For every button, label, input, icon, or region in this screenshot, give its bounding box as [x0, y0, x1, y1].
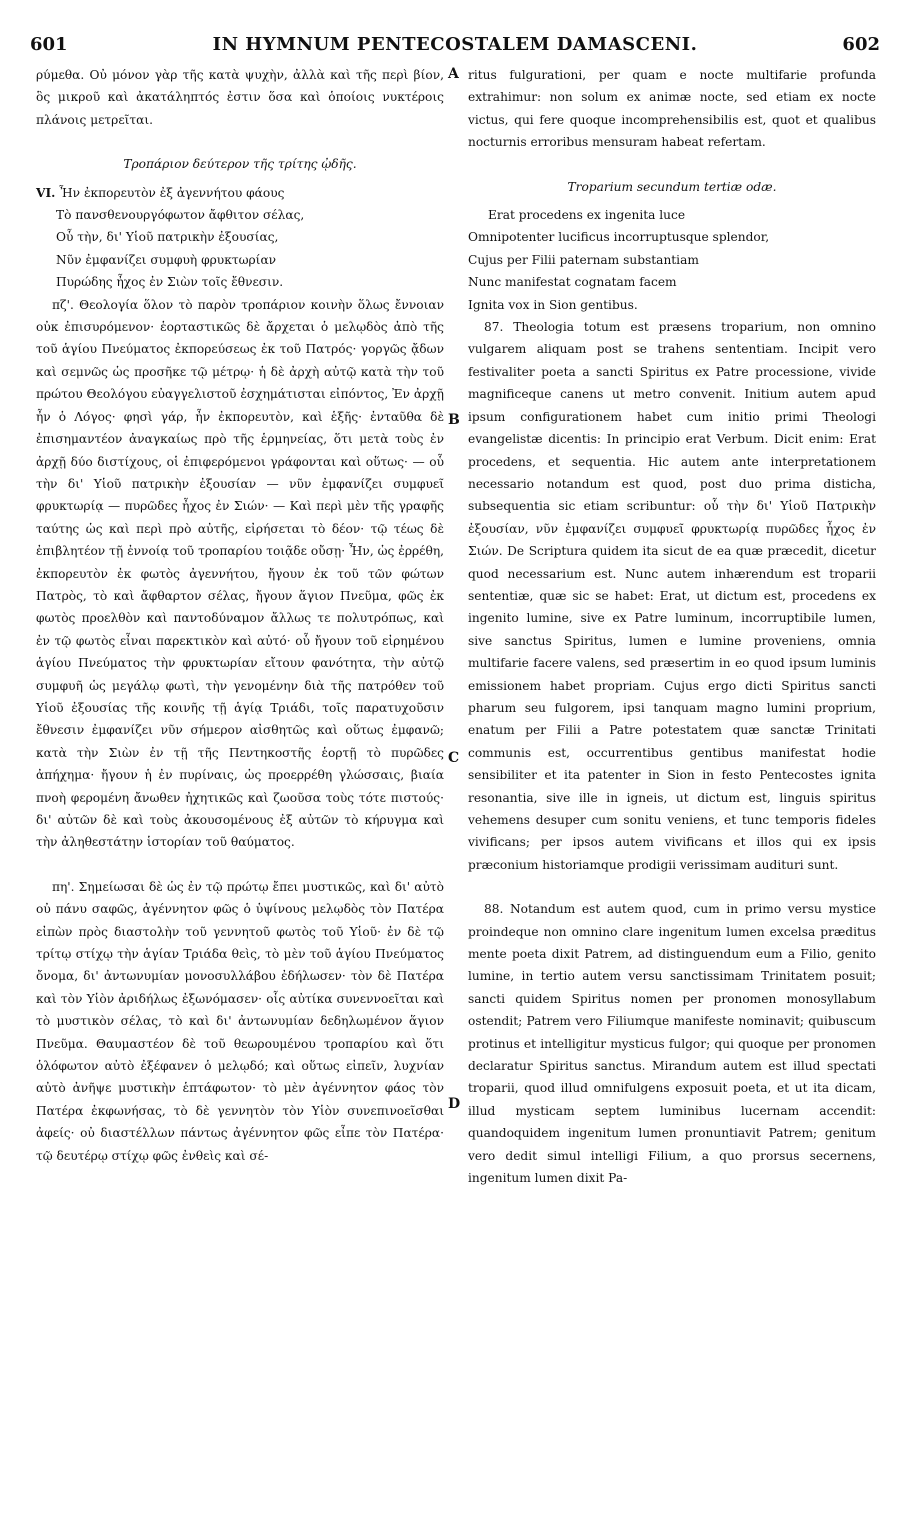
latin-verse-3: Cujus per Filii paternam substantiam — [468, 252, 699, 267]
paragraph-gap — [36, 854, 444, 876]
margin-marker-b: B — [448, 412, 460, 428]
greek-verse-3: Οὗ τὴν, δι' Υἱοῦ πατρικὴν ἐξουσίας, — [56, 230, 279, 245]
greek-intro: ρύμεθα. Οὐ μόνον γὰρ τῆς κατὰ ψυχὴν, ἀλλὰ καὶ τῆς περὶ βίον, ὃς μικροῦ καὶ ἀκατάληπτός ἐστιν ὅσα καὶ ὁποίοις νυκτέροις πλάνοις μετρεῖται. — [36, 68, 444, 127]
greek-verse-2: Τὸ πανσθενουργόφωτον ἄφθιτον σέλας, — [56, 208, 305, 223]
latin-intro: ritus fulgurationi, per quam e nocte multifarie profunda extrahimur: non solum ex animæ nocte, sed etiam ex nocte victus, qui fere quoque incomprehensibilis est, quot et qualibus nocturnis erroribus mensuram habeat refertam. — [468, 68, 876, 150]
latin-verse-5: Ignita vox in Sion gentibus. — [468, 297, 638, 312]
margin-marker-d: D — [448, 1096, 461, 1112]
latin-paragraph-87: 87. Theologia totum est præsens troparium, non omnino vulgarem aliquam post se trahens sententiam. Incipit vero festivaliter poeta a sancti Spiritus ex Patre processione, vivide magnificeque canens ut metro convenit. Initium autem apud ipsum configurationem habet cum initio primi Theologi evangelistæ dicentis: In principio erat Verbum. Dicit enim: Erat procedens, et sequentia. Hic autem ante interpretationem necessario notandum est quod, post duo prima disticha, subsequentia sic etiam scribuntur: οὗ τὴν δι' Υἱοῦ Πατρικὴν ἐξουσίαν, νῦν ἐμφανίζει συμφυεῖ φρυκτωρίᾳ πυρῶδες ἦχος ἐν Σιών. De Scriptura quidem ita sicut de ea quæ præcedit, dicetur quod necessarium est. Nunc autem inhærendum est troparii sententiæ, quæ sic se habet: Erat, ut dictum est, procedens ex ingenito lumine, sive ex Patre luminum, incorruptibile lumen, sive sanctus Spiritus, lumen e lumine proveniens, omnia multifarie facere valens, sed præsertim in eo quod ipsum luminis emissionem habet propriam. Cujus ergo dicti Spiritus sancti pharum seu fulgorem, ipsi tanquam magno lumini proprium, enatum per Filii a Patre potestatem quæ sanctæ Trinitati communis est, occurrentibus gentibus manifestat hodie sensibiliter et ita patenter in Sion in festo Pentecostes ignita resonantia, sive ille in igneis, ut dictum est, linguis spiritus vehemens desuper cum sonitu veniens, et tunc temporis fideles vivificans; per ipsos autem vivificans et illos qui ex ipsis præconium historiamque prodigii verissimam audituri sunt. — [468, 320, 876, 872]
greek-verse-4: Νῦν ἐμφανίζει συμφυὴ φρυκτωρίαν — [56, 252, 277, 267]
latin-verse-4: Nunc manifestat cognatam facem — [468, 275, 677, 290]
greek-paragraph-88: πη'. Σημείωσαι δὲ ὡς ἐν τῷ πρώτῳ ἔπει μυστικῶς, καὶ δι' αὐτὸ οὐ πάνυ σαφῶς, ἀγέννητον φῶς ὁ ὑψίνους μελῳδὸς τὸν Πατέρα εἰπὼν πρὸς διαστολὴν τοῦ γεννητοῦ φωτὸς τοῦ Υἱοῦ· ἐν δὲ τῷ τρίτῳ στίχῳ τὴν ἁγίαν Τριάδα θεὶς, τὸ μὲν τοῦ ἁγίου Πνεύματος ὄνομα, δι' ἀντωνυμίαν μονοσυλλάβου ἐδήλωσεν· τὸν δὲ Πατέρα καὶ τὸν Υἱὸν ἀριδήλως ἐξωνόμασεν· οἷς αὐτίκα συνεννοεῖται καὶ τὸ μυστικὸν σέλας, τὸ καὶ δι' ἀντωνυμίαν δεδηλωμένον ἅγιον Πνεῦμα. Θαυμαστέον δὲ τοῦ θεωρουμένου τροπαρίου καὶ ὅτι ὁλόφωτον αὐτὸ ἐξέφανεν ὁ μελῳδό; καὶ οὕτως εἰπεῖν, λυχνίαν αὐτὸ ἀνῆψε μυστικὴν ἑπτάφωτον· τὸ μὲν ἀγέννητον φάος τὸν Πατέρα ἐκφωνήσας, τὸ δὲ γεννητὸν τὸν Υἱὸν συνεπινοεῖσθαι ἀφείς· οὐ διαστέλλων πάντως ἀγέννητον φῶς εἶπε τὸν Πατέρα· τῷ δευτέρῳ στίχῳ φῶς ἐνθεὶς καὶ σέ- — [36, 879, 444, 1163]
page-number-left: 601 — [30, 34, 68, 55]
latin-troparium-heading: Troparium secundum tertiæ odæ. — [567, 179, 777, 194]
greek-paragraph-87: πζ'. Θεολογία ὅλον τὸ παρὸν τροπάριον κοινὴν ὅλως ἔννοιαν οὐκ ἐπισυρόμενον· ἑορταστικῶς δὲ ἄρχεται ὁ μελῳδὸς ἀπὸ τῆς τοῦ ἁγίου Πνεύματος ἐκπορεύσεως ἐκ τοῦ Πατρός· γοργῶς ᾄδων καὶ σεμνῶς ὡς προσῆκε τῷ μέτρῳ· ἡ δὲ ἀρχὴ αὐτῷ κατὰ τὴν τοῦ πρώτου Θεολόγου εὐαγγελιστοῦ ἐσχημάτισται εἰπόντος, Ἐν ἀρχῇ ἦν ὁ Λόγος· φησὶ γάρ, ἦν ἐκπορευτὸν, καὶ ἑξῆς· ἐνταῦθα δὲ ἐπισημαντέον ἀναγκαίως πρὸ τῆς ἑρμηνείας, ὅτι μετὰ τοὺς ἐν ἀρχῇ δύο διστίχους, οἱ ἐπιφερόμενοι γράφονται καὶ οὕτως· — οὗ τὴν δι' Υἱοῦ πατρικὴν ἐξουσίαν — νῦν ἐμφανίζει συμφυεῖ φρυκτωρίᾳ — πυρῶδες ἦχος ἐν Σιών· — Καὶ περὶ μὲν τῆς γραφῆς ταύτης ὡς καὶ περὶ πρὸ αὐτῆς, εἰρήσεται τὸ δέον· τῷ τέως δὲ ἐπιβλητέον τῇ ἐννοίᾳ τοῦ τροπαρίου τοιᾷδε οὔσῃ· Ἦν, ὡς ἐρρέθη, ἐκπορευτὸν ἐκ φωτὸς ἀγεννήτου, ἤγουν ἐκ τοῦ τῶν φώτων Πατρὸς, τὸ καὶ ἄφθαρτον σέλας, ἤγουν ἅγιον Πνεῦμα, φῶς ἐκ φωτὸς προελθὸν καὶ παντοδύναμον ἄλλως τε πολυτρόπως, καὶ ἐν τῷ φωτὸς εἶναι παρεκτικὸν καὶ αὐτό· οὗ ἤγουν τοῦ εἰρημένου ἁγίου Πνεύματος τὴν φρυκτωρίαν εἴτουν φανότητα, τὴν αὐτῷ συμφυῆ ὡς μεγάλῳ φωτὶ, τὴν γενομένην διὰ τῆς πατρόθεν τοῦ Υἱοῦ ἐξουσίας τῆς κοινῆς τῇ ἁγίᾳ Τριάδι, τοῖς παρατυχοῦσιν ἔθνεσιν ἐμφανίζει νῦν σήμερον αἰσθητῶς καὶ οὕτως ἐμφανῶ; κατὰ τὴν Σιὼν ἐν τῇ τῆς Πεντηκοστῆς ἑορτῇ τὸ πυρῶδες ἀπήχημα· ἤγουν ἡ ἐν πυρίναις, ὡς προερρέθη γλώσσαις, βιαία πνοὴ φερομένη ἄνωθεν ἠχητικῶς καὶ ζωοῦσα τοὺς τότε πιστούς· δι' αὐτῶν δὲ καὶ τοὺς ἀκουσομένους ἐξ αὐτῶν τὸ κήρυγμα καὶ τὴν ἀληθεστάτην ἱστορίαν τοῦ θαύματος. — [36, 297, 444, 850]
latin-verse-2: Omnipotenter lucificus incorruptusque splendor, — [468, 230, 770, 245]
page-number-right: 602 — [842, 34, 880, 55]
paragraph-gap — [468, 876, 876, 898]
margin-marker-c: C — [448, 750, 460, 766]
margin-marker-a: A — [448, 66, 459, 82]
verse-number: VI. — [36, 185, 56, 200]
running-title: IN HYMNUM PENTECOSTALEM DAMASCENI. — [212, 34, 698, 55]
latin-verse-1: Erat procedens ex ingenita luce — [488, 208, 686, 223]
greek-verse-line — [36, 182, 444, 204]
greek-column — [36, 64, 444, 1167]
greek-troparion-heading: Τροπάριον δεύτερον τῆς τρίτης ᾠδῆς. — [123, 157, 357, 172]
latin-column — [468, 64, 876, 1190]
latin-paragraph-88: 88. Notandum est autem quod, cum in primo versu mystice proindeque non omnino clare ingenitum lumen excelsa præditus mente poeta dixit Patrem, ad distinguendum eum a Filio, genito lumine, in tertio autem versu sanctissimam Trinitatem posuit; sancti quidem Spiritus nomen per pronomen monosyllabum ostendit; Patrem vero Filiumque manifeste nominavit; quibuscum protinus et intelligitur mysticus fulgor; qui quoque per pronomen declaratur Spiritus sanctus. Mirandum autem est illud spectati troparii, quod illud omnifulgens exposuit poeta, et ut ita dicam, illud mysticam septem luminibus lucernam accendit: quandoquidem ingenitum lumen pronuntiavit Patrem; genitum vero dedit simul intelligi Filium, a quo prorsus secernens, ingenitum lumen dixit Pa- — [468, 902, 876, 1186]
page-header — [30, 34, 880, 58]
greek-verse-5: Πυρώδης ἦχος ἐν Σιὼν τοῖς ἔθνεσιν. — [56, 275, 284, 290]
greek-verse-1: Ἦν ἐκπορευτὸν ἐξ ἀγεννήτου φάους — [59, 185, 285, 200]
